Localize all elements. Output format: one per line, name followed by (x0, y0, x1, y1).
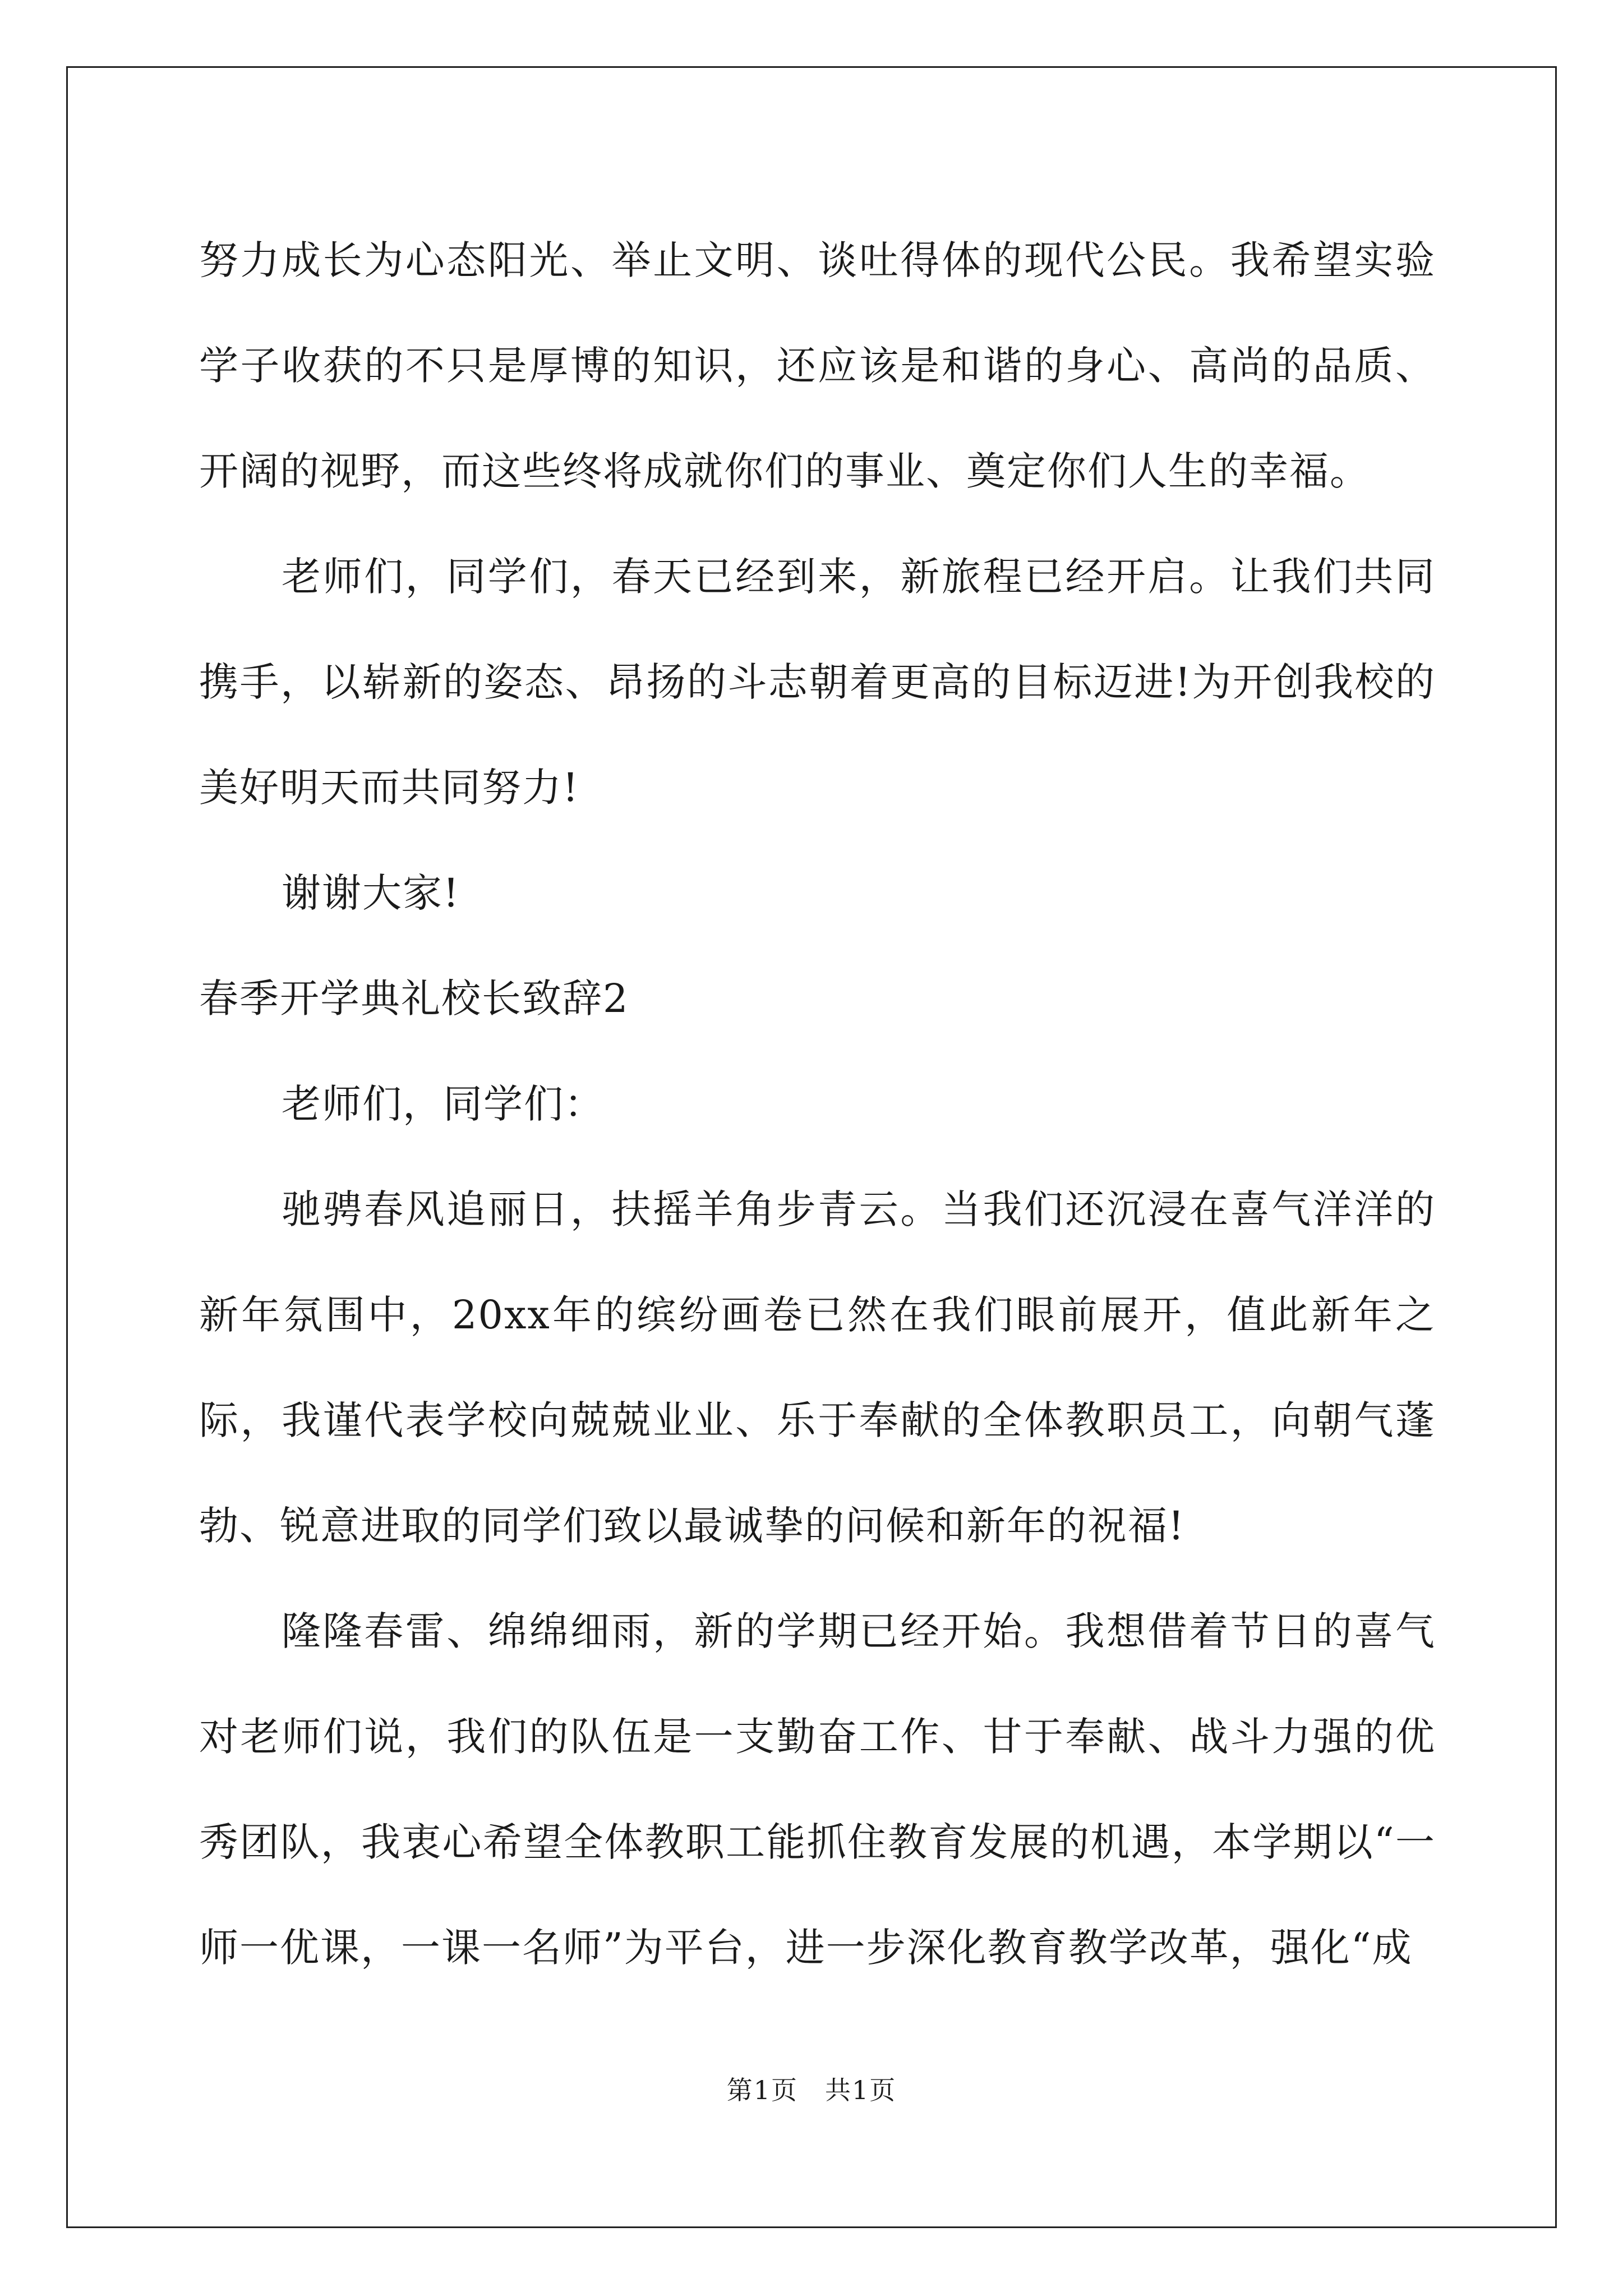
paragraph-thanks: 谢谢大家! (282, 870, 460, 916)
paragraph-semester: 隆隆春雷、绵绵细雨，新的学期已经开始。我想借着节日的喜气对老师们说，我们的队伍是一支勤奋工作、甘于奉献、战斗力强的优秀团队，我衷心希望全体教职工能抓住教育发展的机遇，本学期以“一师一优课，一课一名师”为平台，进一步深化教育教学改革，强化“成 (199, 1608, 1436, 1971)
page-footer: 第1页 共1页 (726, 2075, 897, 2105)
salutation: 老师们，同学们： (282, 1081, 605, 1127)
document-body (199, 208, 1436, 2000)
section-title: 春季开学典礼校长致辞2 (199, 976, 629, 1022)
paragraph-1: 努力成长为心态阳光、举止文明、谈吐得体的现代公民。我希望实验学子收获的不只是厚博的知识，还应该是和谐的身心、高尚的品质、开阔的视野，而这些终将成就你们的事业、奠定你们人生的幸福。 (199, 237, 1436, 494)
paragraph-2: 老师们，同学们，春天已经到来，新旅程已经开启。让我们共同携手，以崭新的姿态、昂扬的斗志朝着更高的目标迈进!为开创我校的美好明天而共同努力! (199, 554, 1436, 811)
paragraph-greeting: 驰骋春风追丽日，扶摇羊角步青云。当我们还沉浸在喜气洋洋的新年氛围中，20xx年的缤纷画卷已然在我们眼前展开，值此新年之际，我谨代表学校向兢兢业业、乐于奉献的全体教职员工，向朝气蓬勃、锐意进取的同学们致以最诚挚的问候和新年的祝福! (199, 1186, 1436, 1549)
